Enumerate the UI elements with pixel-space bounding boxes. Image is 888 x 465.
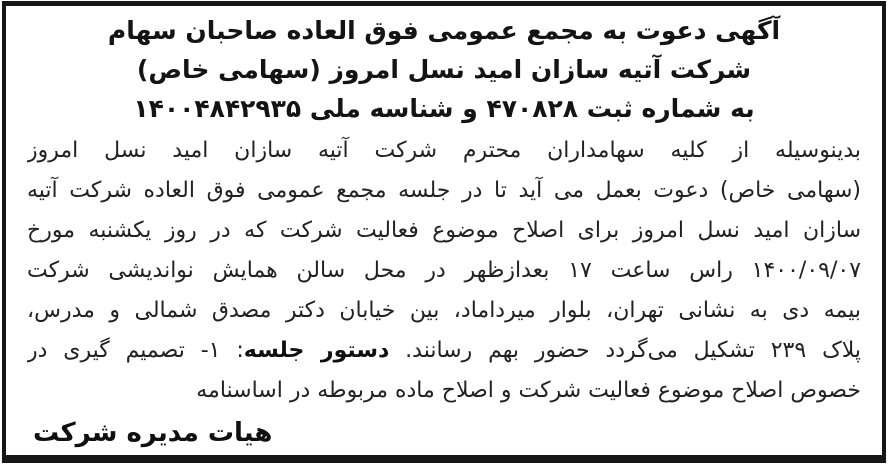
body-line-1: بدینوسیله از کلیه سهامداران محترم شرکت آتیه سازان امید نسل امروز [27, 138, 861, 163]
body-line-6-text: پلاک ۲۳۹ تشکیل می‌گردد حضور بهم رسانند. [389, 338, 861, 363]
agenda-heading: دستور جلسه [243, 338, 390, 363]
body-line-3: سازان امید نسل امروز برای اصلاح موضوع فعالیت شرکت که در روز یکشنبه مورخ [27, 218, 861, 243]
body-line-7: خصوص اصلاح موضوع فعالیت شرکت و اصلاح ماده مربوطه در اساسنامه [196, 378, 861, 403]
board-signature: هیات مدیره شرکت [33, 418, 273, 448]
notice-header [27, 11, 861, 128]
body-line-2: (سهامی خاص) دعوت بعمل می آید تا در جلسه مجمع عمومی فوق العاده شرکت آتیه [27, 178, 861, 203]
notice-border-frame [2, 1, 886, 463]
body-line-5: بیمه دی به نشانی تهران، بلوار میرداماد، بین خیابان دکتر مصدق شمالی و مدرس، [27, 298, 861, 323]
notice-title-line-1: آگهی دعوت به مجمع عمومی فوق العاده صاحبان سهام [107, 16, 781, 45]
notice-body [27, 131, 861, 411]
notice-company-name-line: شرکت آتیه سازان امید نسل امروز (سهامی خاص) [136, 55, 752, 84]
body-line-4: ۱۴۰۰/۰۹/۰۷ راس ساعت ۱۷ بعدازظهر در محل سالن همایش نواندیشی شرکت [27, 258, 861, 283]
body-line-6 [27, 331, 861, 371]
notice-registration-line: به شماره ثبت ۴۷۰۸۲۸ و شناسه ملی ۱۴۰۰۴۸۴۲۹۳۵ [133, 94, 755, 123]
body-line-6-continuation: : ۱- تصمیم گیری در [27, 338, 244, 363]
